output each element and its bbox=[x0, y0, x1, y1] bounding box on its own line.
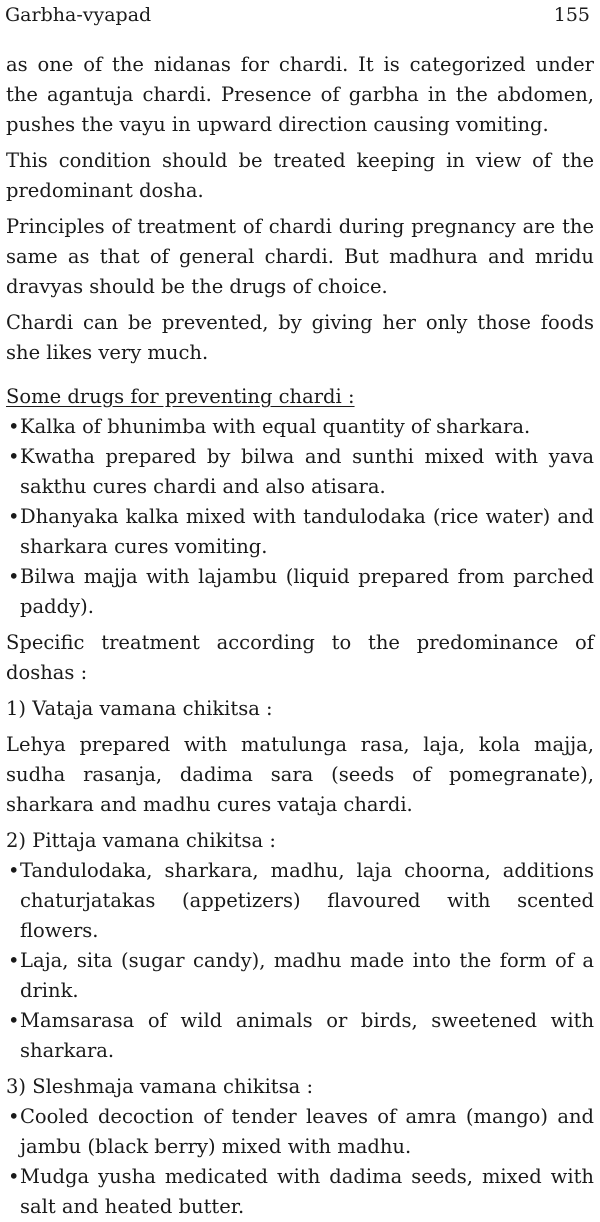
vataja-text: Lehya prepared with matulunga rasa, laja, kola majja, sudha rasanja, dadima sara (seeds of pomegranate), sharkara and madhu cures vataja chardi. bbox=[6, 733, 594, 816]
list-item: • Dhanyaka kalka mixed with tandulodaka (rice water) and sharkara cures vomiting. bbox=[6, 502, 594, 562]
list-item: • Kwatha prepared by bilwa and sunthi mixed with yava sakthu cures chardi and also atisara. bbox=[6, 442, 594, 502]
paragraph-treatment-dosha: This condition should be treated keeping in view of the predominant dosha. bbox=[6, 149, 594, 202]
paragraph-prevention-foods: Chardi can be prevented, by giving her only those foods she likes very much. bbox=[6, 311, 594, 364]
running-title: Garbha-vyapad bbox=[5, 4, 152, 26]
pittaja-heading: 2) Pittaja vamana chikitsa : bbox=[6, 829, 276, 852]
vataja-heading: 1) Vataja vamana chikitsa : bbox=[6, 697, 273, 720]
pittaja-list bbox=[6, 856, 594, 1066]
prevention-heading: Some drugs for preventing chardi : bbox=[6, 385, 355, 408]
list-item: • Mudga yusha medicated with dadima seeds, mixed with salt and heated butter. bbox=[6, 1162, 594, 1222]
paragraph-principles: Principles of treatment of chardi during pregnancy are the same as that of general chardi. But madhura and mridu dravyas should be the drugs of choice. bbox=[6, 215, 594, 298]
specific-treatment-heading: Specific treatment according to the predominance of doshas : bbox=[6, 631, 594, 684]
body-text bbox=[6, 50, 594, 1222]
list-item: • Tandulodaka, sharkara, madhu, laja choorna, additions chaturjatakas (appetizers) flavoured with scented flowers. bbox=[6, 856, 594, 946]
list-item: • Laja, sita (sugar candy), madhu made into the form of a drink. bbox=[6, 946, 594, 1006]
list-item: • Bilwa majja with lajambu (liquid prepared from parched paddy). bbox=[6, 562, 594, 622]
paragraph-nidanas: as one of the nidanas for chardi. It is categorized under the agantuja chardi. Presence of garbha in the abdomen, pushes the vayu in upward direction causing vomiting. bbox=[6, 53, 594, 136]
prevention-list bbox=[6, 412, 594, 622]
list-item: • Mamsarasa of wild animals or birds, sweetened with sharkara. bbox=[6, 1006, 594, 1066]
list-item: • Kalka of bhunimba with equal quantity of sharkara. bbox=[6, 412, 594, 442]
list-item: • Cooled decoction of tender leaves of amra (mango) and jambu (black berry) mixed with madhu. bbox=[6, 1102, 594, 1162]
page-number: 155 bbox=[553, 4, 590, 26]
sleshmaja-heading: 3) Sleshmaja vamana chikitsa : bbox=[6, 1075, 314, 1098]
running-header bbox=[5, 0, 590, 30]
sleshmaja-list bbox=[6, 1102, 594, 1222]
